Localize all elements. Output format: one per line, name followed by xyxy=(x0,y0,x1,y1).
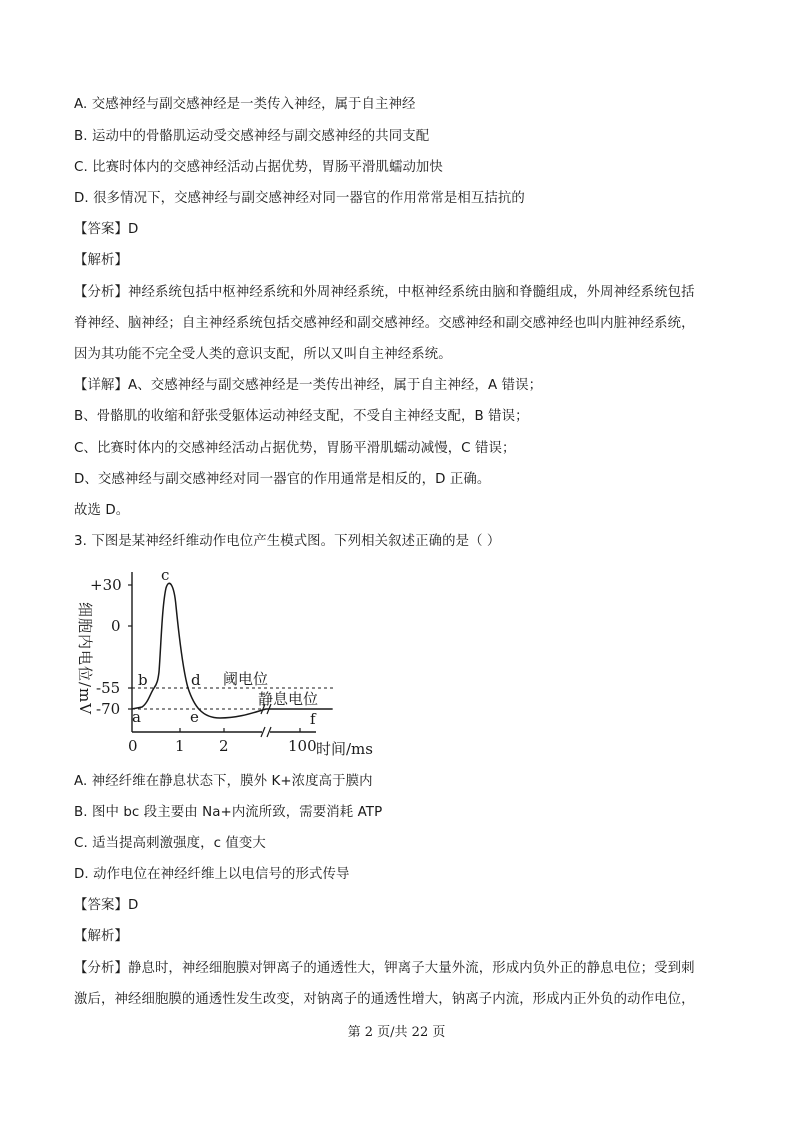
q3-stem: 3. 下图是某神经纤维动作电位产生模式图。下列相关叙述正确的是（ ） xyxy=(74,534,501,549)
q3-option-b: B. 图中 bc 段主要由 Na+内流所致，需要消耗 ATP xyxy=(74,805,383,820)
q3-answer: 【答案】D xyxy=(74,898,139,913)
y-tick-label-0: 0 xyxy=(111,617,121,635)
action-potential-figure xyxy=(70,566,390,762)
q2-option-d: D. 很多情况下，交感神经与副交感神经对同一器官的作用常常是相互拮抗的 xyxy=(74,191,525,206)
q2-detail-b: B、骨骼肌的收缩和舒张受躯体运动神经支配，不受自主神经支配，B 错误； xyxy=(74,409,529,424)
point-label-b: b xyxy=(138,671,148,689)
x-tick-label-0: 0 xyxy=(128,737,138,755)
q2-analysis-line-3: 因为其功能不完全受人类的意识支配，所以又叫自主神经系统。 xyxy=(74,347,452,362)
q2-analysis-heading: 【解析】 xyxy=(74,253,128,268)
page-footer: 第 2 页/共 22 页 xyxy=(347,1025,446,1040)
q2-detail-c: C、比赛时体内的交感神经活动占据优势，胃肠平滑肌蠕动减慢，C 错误； xyxy=(74,441,516,456)
q2-detail-a: 【详解】A、交感神经与副交感神经是一类传出神经，属于自主神经，A 错误； xyxy=(74,378,543,393)
resting-label: 静息电位 xyxy=(258,690,319,708)
x-tick-label-100: 100 xyxy=(288,737,317,755)
x-axis-label: 时间/ms xyxy=(316,740,373,758)
threshold-label: 阈电位 xyxy=(223,670,269,688)
q3-analysis-line-2: 激后，神经细胞膜的通透性发生改变，对钠离子的通透性增大，钠离子内流，形成内正外负的动作电位， xyxy=(74,992,695,1007)
q2-option-b: B. 运动中的骨骼肌运动受交感神经与副交感神经的共同支配 xyxy=(74,129,430,144)
y-tick-label-minus70: -70 xyxy=(96,700,121,718)
q2-analysis-line-1: 【分析】神经系统包括中枢神经系统和外周神经系统，中枢神经系统由脑和脊髓组成，外周神经系统包括 xyxy=(74,285,695,300)
point-label-d: d xyxy=(191,671,201,689)
q2-detail-d: D、交感神经与副交感神经对同一器官的作用通常是相反的，D 正确。 xyxy=(74,472,491,487)
y-tick-label-plus30: +30 xyxy=(90,576,122,594)
q3-analysis-heading: 【解析】 xyxy=(74,929,128,944)
x-tick-label-1: 1 xyxy=(175,737,185,755)
action-potential-graph xyxy=(70,566,390,762)
q2-option-a: A. 交感神经与副交感神经是一类传入神经，属于自主神经 xyxy=(74,97,416,112)
q2-option-c: C. 比赛时体内的交感神经活动占据优势，胃肠平滑肌蠕动加快 xyxy=(74,160,443,175)
x-tick-label-2: 2 xyxy=(219,737,229,755)
q2-answer: 【答案】D xyxy=(74,222,139,237)
point-label-a: a xyxy=(132,708,141,726)
q3-option-c: C. 适当提高刺激强度，c 值变大 xyxy=(74,836,266,851)
y-axis-label: 细胞内电位/mV xyxy=(76,602,94,716)
y-tick-label-minus55: -55 xyxy=(96,679,121,697)
q3-analysis-line-1: 【分析】静息时，神经细胞膜对钾离子的通透性大，钾离子大量外流，形成内负外正的静息电位；受到刺 xyxy=(74,961,695,976)
q2-analysis-line-2: 脊神经、脑神经；自主神经系统包括交感神经和副交感神经。交感神经和副交感神经也叫内脏神经系统， xyxy=(74,316,695,331)
q2-conclusion: 故选 D。 xyxy=(74,503,130,518)
point-label-c: c xyxy=(161,566,170,584)
q3-option-a: A. 神经纤维在静息状态下，膜外 K+浓度高于膜内 xyxy=(74,774,373,789)
point-label-e: e xyxy=(190,708,199,726)
q3-option-d: D. 动作电位在神经纤维上以电信号的形式传导 xyxy=(74,867,350,882)
point-label-f: f xyxy=(310,710,316,728)
